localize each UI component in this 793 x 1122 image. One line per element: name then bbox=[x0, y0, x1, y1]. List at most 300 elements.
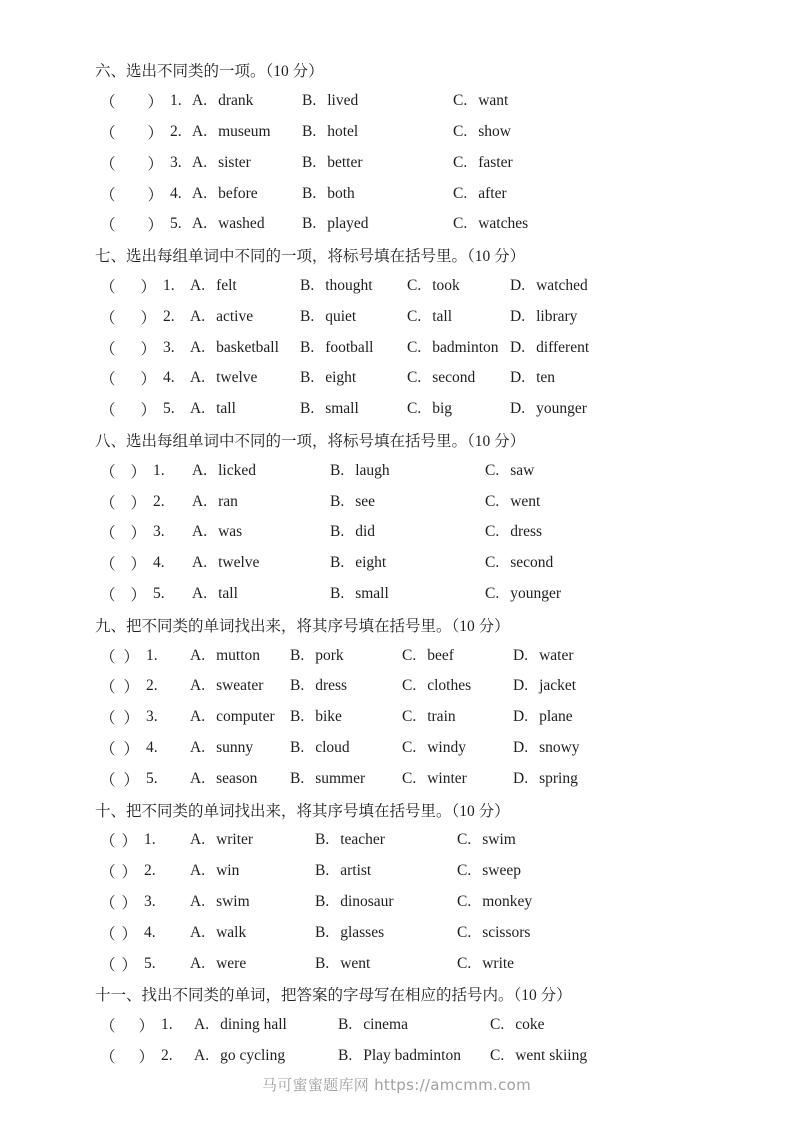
question-number: 3. bbox=[153, 523, 165, 541]
option-letter: C. bbox=[407, 307, 422, 325]
question-number: 4. bbox=[170, 184, 182, 202]
question-row bbox=[0, 363, 793, 394]
open-paren: （ bbox=[100, 894, 116, 912]
close-paren: ） bbox=[123, 648, 140, 666]
open-paren: （ bbox=[100, 1048, 116, 1066]
option-word: tall bbox=[218, 584, 238, 602]
option-word: basketball bbox=[216, 338, 279, 356]
close-paren: ） bbox=[121, 894, 138, 912]
option-letter: D. bbox=[513, 769, 529, 787]
question-number: 2. bbox=[163, 307, 175, 325]
option bbox=[338, 1016, 490, 1034]
option-word: teacher bbox=[340, 831, 385, 849]
option-letter: B. bbox=[315, 892, 330, 910]
option-word: winter bbox=[427, 769, 467, 787]
option bbox=[192, 585, 330, 603]
option-word: summer bbox=[315, 769, 366, 787]
option-word: ten bbox=[536, 369, 556, 387]
question-number: 4. bbox=[163, 369, 175, 387]
answer-space bbox=[116, 409, 141, 410]
option bbox=[300, 400, 407, 418]
answer-blank bbox=[100, 645, 190, 667]
question-row bbox=[0, 671, 793, 702]
question-number: 1. bbox=[153, 461, 165, 479]
option-letter: A. bbox=[192, 184, 208, 202]
option-word: win bbox=[216, 862, 240, 880]
open-paren: （ bbox=[100, 956, 116, 974]
answer-blank bbox=[100, 306, 190, 328]
option-letter: D. bbox=[513, 708, 529, 726]
option-word: want bbox=[478, 92, 509, 110]
option-word: jacket bbox=[539, 677, 577, 695]
answer-blank bbox=[100, 737, 190, 759]
question-row bbox=[0, 887, 793, 918]
option bbox=[330, 462, 485, 480]
option-word: see bbox=[355, 492, 376, 510]
option bbox=[190, 770, 290, 788]
option bbox=[453, 185, 793, 203]
answer-space bbox=[116, 162, 148, 163]
option-letter: A. bbox=[190, 954, 206, 972]
footer-watermark bbox=[0, 1071, 793, 1097]
option-word: was bbox=[218, 523, 243, 541]
option bbox=[402, 647, 513, 665]
option-letter: A. bbox=[190, 738, 206, 756]
close-paren: ） bbox=[147, 94, 164, 112]
option-letter: C. bbox=[402, 738, 417, 756]
option bbox=[192, 523, 330, 541]
option-word: glasses bbox=[340, 923, 385, 941]
option bbox=[513, 770, 793, 788]
option-word: younger bbox=[536, 400, 587, 418]
question-number: 2. bbox=[153, 492, 165, 510]
question-number: 5. bbox=[153, 584, 165, 602]
answer-space bbox=[116, 101, 148, 102]
answer-space bbox=[116, 347, 141, 348]
option bbox=[190, 831, 315, 849]
question-row bbox=[0, 763, 793, 794]
close-paren: ） bbox=[147, 217, 164, 235]
question-row bbox=[0, 455, 793, 486]
option-word: second bbox=[510, 554, 554, 572]
open-paren: （ bbox=[100, 371, 116, 389]
option-letter: B. bbox=[315, 954, 330, 972]
option bbox=[300, 339, 407, 357]
question-number: 5. bbox=[170, 215, 182, 233]
option bbox=[485, 462, 793, 480]
question-sections bbox=[0, 55, 793, 1071]
question-number: 1. bbox=[163, 276, 175, 294]
option-word: better bbox=[327, 153, 363, 171]
question-row bbox=[0, 1010, 793, 1041]
answer-space bbox=[116, 686, 124, 687]
option bbox=[330, 493, 485, 511]
option bbox=[513, 708, 793, 726]
question-row bbox=[0, 86, 793, 117]
option bbox=[510, 277, 793, 295]
option-word: cloud bbox=[315, 738, 350, 756]
option-word: sister bbox=[218, 153, 251, 171]
close-paren: ） bbox=[140, 340, 157, 358]
question-row bbox=[0, 1041, 793, 1072]
option-word: were bbox=[216, 954, 247, 972]
option-word: clothes bbox=[427, 677, 472, 695]
option bbox=[407, 369, 510, 387]
close-paren: ） bbox=[123, 679, 140, 697]
option bbox=[190, 893, 315, 911]
question-number: 3. bbox=[144, 892, 156, 910]
open-paren: （ bbox=[100, 155, 116, 173]
option-word: second bbox=[432, 369, 476, 387]
option bbox=[407, 339, 510, 357]
option bbox=[300, 369, 407, 387]
option-letter: C. bbox=[453, 153, 468, 171]
option bbox=[402, 739, 513, 757]
open-paren: （ bbox=[100, 94, 116, 112]
option-letter: C. bbox=[490, 1046, 505, 1064]
option-word: went skiing bbox=[515, 1046, 588, 1064]
option bbox=[290, 739, 402, 757]
option-letter: B. bbox=[302, 92, 317, 110]
option-word: went bbox=[340, 954, 371, 972]
answer-space bbox=[116, 717, 124, 718]
question-number: 5. bbox=[163, 400, 175, 418]
option-word: train bbox=[427, 708, 456, 726]
section-title: 九、把不同类的单词找出来，将其序号填在括号里。（10 分） bbox=[95, 617, 510, 635]
question-row bbox=[0, 917, 793, 948]
option bbox=[192, 462, 330, 480]
close-paren: ） bbox=[138, 1048, 155, 1066]
option-word: active bbox=[216, 307, 254, 325]
answer-blank bbox=[100, 583, 192, 605]
option-letter: B. bbox=[315, 923, 330, 941]
option-word: plane bbox=[539, 708, 573, 726]
answer-space bbox=[116, 131, 148, 132]
option-word: eight bbox=[325, 369, 357, 387]
question-row bbox=[0, 579, 793, 610]
open-paren: （ bbox=[100, 494, 116, 512]
option-letter: A. bbox=[192, 153, 208, 171]
question-row bbox=[0, 486, 793, 517]
open-paren: （ bbox=[100, 217, 116, 235]
option-letter: B. bbox=[290, 738, 305, 756]
option-letter: C. bbox=[485, 492, 500, 510]
option-word: small bbox=[355, 584, 389, 602]
option-letter: A. bbox=[192, 461, 208, 479]
option-word: scissors bbox=[482, 923, 531, 941]
option-word: mutton bbox=[216, 646, 260, 664]
option bbox=[330, 554, 485, 572]
option bbox=[194, 1047, 338, 1065]
answer-blank bbox=[100, 706, 190, 728]
option-letter: B. bbox=[300, 338, 315, 356]
option-word: show bbox=[478, 122, 511, 140]
option bbox=[190, 369, 300, 387]
close-paren: ） bbox=[140, 402, 157, 420]
answer-blank bbox=[100, 552, 192, 574]
option-word: computer bbox=[216, 708, 275, 726]
option bbox=[453, 123, 793, 141]
option-letter: B. bbox=[330, 584, 345, 602]
option-word: badminton bbox=[432, 338, 499, 356]
option bbox=[302, 92, 453, 110]
question-row bbox=[0, 517, 793, 548]
option-word: twelve bbox=[216, 369, 258, 387]
answer-blank bbox=[100, 398, 190, 420]
answer-blank bbox=[100, 213, 192, 235]
question-row bbox=[0, 640, 793, 671]
question-row bbox=[0, 209, 793, 240]
option bbox=[490, 1016, 793, 1034]
answer-blank bbox=[100, 491, 192, 513]
option bbox=[192, 154, 302, 172]
option-word: both bbox=[327, 184, 355, 202]
option-word: watches bbox=[478, 215, 529, 233]
option-word: eight bbox=[355, 554, 387, 572]
option-letter: B. bbox=[290, 708, 305, 726]
close-paren: ） bbox=[130, 494, 147, 512]
option-word: sweep bbox=[482, 862, 521, 880]
close-paren: ） bbox=[121, 833, 138, 851]
open-paren: （ bbox=[100, 124, 116, 142]
option bbox=[315, 862, 457, 880]
answer-blank bbox=[100, 1014, 194, 1036]
close-paren: ） bbox=[123, 710, 140, 728]
option-letter: C. bbox=[453, 215, 468, 233]
option bbox=[457, 862, 793, 880]
question-row bbox=[0, 702, 793, 733]
option-word: sweater bbox=[216, 677, 264, 695]
option-letter: A. bbox=[190, 646, 206, 664]
option-word: spring bbox=[539, 769, 578, 787]
option bbox=[510, 369, 793, 387]
option bbox=[190, 862, 315, 880]
close-paren: ） bbox=[130, 463, 147, 481]
open-paren: （ bbox=[100, 186, 116, 204]
answer-blank bbox=[100, 891, 190, 913]
option-word: thought bbox=[325, 276, 373, 294]
option-letter: A. bbox=[192, 492, 208, 510]
option-letter: A. bbox=[190, 677, 206, 695]
option-word: swim bbox=[216, 892, 250, 910]
question-row bbox=[0, 301, 793, 332]
question-row bbox=[0, 548, 793, 579]
option-letter: A. bbox=[190, 708, 206, 726]
option bbox=[192, 554, 330, 572]
option bbox=[315, 955, 457, 973]
option-letter: B. bbox=[330, 523, 345, 541]
answer-blank bbox=[100, 953, 190, 975]
question-number: 4. bbox=[146, 738, 158, 756]
answer-blank bbox=[100, 860, 190, 882]
close-paren: ） bbox=[123, 740, 140, 758]
answer-blank bbox=[100, 922, 190, 944]
question-number: 3. bbox=[146, 708, 158, 726]
answer-blank bbox=[100, 1045, 194, 1067]
open-paren: （ bbox=[100, 340, 116, 358]
option-letter: A. bbox=[190, 400, 206, 418]
close-paren: ） bbox=[140, 309, 157, 327]
option-letter: A. bbox=[190, 923, 206, 941]
answer-blank bbox=[100, 275, 190, 297]
option-letter: B. bbox=[330, 461, 345, 479]
answer-space bbox=[116, 193, 148, 194]
option-letter: D. bbox=[513, 738, 529, 756]
answer-space bbox=[116, 747, 124, 748]
open-paren: （ bbox=[100, 648, 116, 666]
option-word: small bbox=[325, 400, 359, 418]
option bbox=[190, 739, 290, 757]
section-title: 七、选出每组单词中不同的一项，将标号填在括号里。（10 分） bbox=[95, 248, 526, 266]
answer-space bbox=[116, 1055, 139, 1056]
option bbox=[457, 831, 793, 849]
option bbox=[513, 739, 793, 757]
option-word: felt bbox=[216, 276, 237, 294]
option-letter: C. bbox=[485, 461, 500, 479]
option bbox=[510, 308, 793, 326]
option-word: snowy bbox=[539, 738, 580, 756]
option-letter: C. bbox=[407, 276, 422, 294]
option-letter: C. bbox=[485, 554, 500, 572]
option bbox=[457, 955, 793, 973]
option-word: ran bbox=[218, 492, 238, 510]
open-paren: （ bbox=[100, 740, 116, 758]
option bbox=[190, 339, 300, 357]
option-word: twelve bbox=[218, 554, 260, 572]
option-word: saw bbox=[510, 461, 535, 479]
option-word: played bbox=[327, 215, 369, 233]
option-letter: D. bbox=[510, 276, 526, 294]
option bbox=[510, 400, 793, 418]
close-paren: ） bbox=[121, 956, 138, 974]
option-word: water bbox=[539, 646, 574, 664]
answer-blank bbox=[100, 521, 192, 543]
option bbox=[192, 123, 302, 141]
answer-blank bbox=[100, 121, 192, 143]
option-letter: C. bbox=[490, 1016, 505, 1034]
option bbox=[453, 154, 793, 172]
open-paren: （ bbox=[100, 679, 116, 697]
answer-space bbox=[116, 655, 124, 656]
section-title: 十、把不同类的单词找出来，将其序号填在括号里。（10 分） bbox=[95, 802, 510, 820]
footer-text: 马可蜜蜜题库网 https://amcmm.com bbox=[261, 1075, 532, 1094]
open-paren: （ bbox=[100, 525, 116, 543]
answer-blank bbox=[100, 337, 190, 359]
close-paren: ） bbox=[130, 525, 147, 543]
question-number: 2. bbox=[144, 862, 156, 880]
option-letter: D. bbox=[513, 646, 529, 664]
option-letter: C. bbox=[402, 708, 417, 726]
option-letter: B. bbox=[300, 400, 315, 418]
answer-space bbox=[116, 501, 131, 502]
option-letter: C. bbox=[407, 400, 422, 418]
option bbox=[513, 677, 793, 695]
question-number: 4. bbox=[153, 554, 165, 572]
option-letter: A. bbox=[190, 307, 206, 325]
option bbox=[315, 831, 457, 849]
option-letter: A. bbox=[194, 1046, 210, 1064]
open-paren: （ bbox=[100, 309, 116, 327]
option-word: went bbox=[510, 492, 541, 510]
option-word: younger bbox=[510, 584, 562, 602]
option-word: go cycling bbox=[220, 1046, 286, 1064]
option-word: before bbox=[218, 184, 258, 202]
option-letter: C. bbox=[402, 677, 417, 695]
option-letter: C. bbox=[402, 769, 417, 787]
option-letter: B. bbox=[290, 769, 305, 787]
answer-blank bbox=[100, 768, 190, 790]
open-paren: （ bbox=[100, 278, 116, 296]
answer-space bbox=[116, 285, 141, 286]
option-letter: B. bbox=[330, 492, 345, 510]
option-letter: C. bbox=[485, 584, 500, 602]
question-number: 2. bbox=[146, 677, 158, 695]
option-word: windy bbox=[427, 738, 466, 756]
option-letter: B. bbox=[302, 215, 317, 233]
option-word: dining hall bbox=[220, 1016, 287, 1034]
option-letter: A. bbox=[190, 369, 206, 387]
option-word: dress bbox=[510, 523, 543, 541]
option-letter: B. bbox=[300, 307, 315, 325]
close-paren: ） bbox=[140, 371, 157, 389]
option-word: tall bbox=[432, 307, 453, 325]
option bbox=[190, 277, 300, 295]
option-letter: B. bbox=[302, 153, 317, 171]
option-word: watched bbox=[536, 276, 588, 294]
option-word: dress bbox=[315, 677, 348, 695]
option-word: after bbox=[478, 184, 507, 202]
option-letter: D. bbox=[510, 369, 526, 387]
option bbox=[510, 339, 793, 357]
option-letter: A. bbox=[190, 769, 206, 787]
option-letter: A. bbox=[190, 276, 206, 294]
option-letter: A. bbox=[192, 215, 208, 233]
option bbox=[453, 92, 793, 110]
option-word: write bbox=[482, 954, 515, 972]
option-letter: A. bbox=[192, 584, 208, 602]
answer-space bbox=[116, 470, 131, 471]
option-word: licked bbox=[218, 461, 256, 479]
option-letter: D. bbox=[510, 400, 526, 418]
answer-space bbox=[116, 563, 131, 564]
option bbox=[302, 215, 453, 233]
option-letter: B. bbox=[300, 276, 315, 294]
option-word: beef bbox=[427, 646, 454, 664]
option bbox=[330, 585, 485, 603]
option bbox=[192, 493, 330, 511]
option-letter: A. bbox=[192, 122, 208, 140]
question-row bbox=[0, 178, 793, 209]
option bbox=[190, 677, 290, 695]
option-word: football bbox=[325, 338, 374, 356]
option bbox=[290, 647, 402, 665]
option-letter: D. bbox=[510, 307, 526, 325]
option-letter: A. bbox=[192, 554, 208, 572]
option-word: monkey bbox=[482, 892, 533, 910]
option-word: swim bbox=[482, 831, 516, 849]
question-row bbox=[0, 825, 793, 856]
option bbox=[192, 185, 302, 203]
option bbox=[290, 677, 402, 695]
question-number: 3. bbox=[163, 338, 175, 356]
close-paren: ） bbox=[130, 556, 147, 574]
option-letter: B. bbox=[290, 677, 305, 695]
answer-blank bbox=[100, 152, 192, 174]
option-word: took bbox=[432, 276, 460, 294]
option-letter: C. bbox=[453, 184, 468, 202]
open-paren: （ bbox=[100, 864, 116, 882]
option bbox=[490, 1047, 793, 1065]
